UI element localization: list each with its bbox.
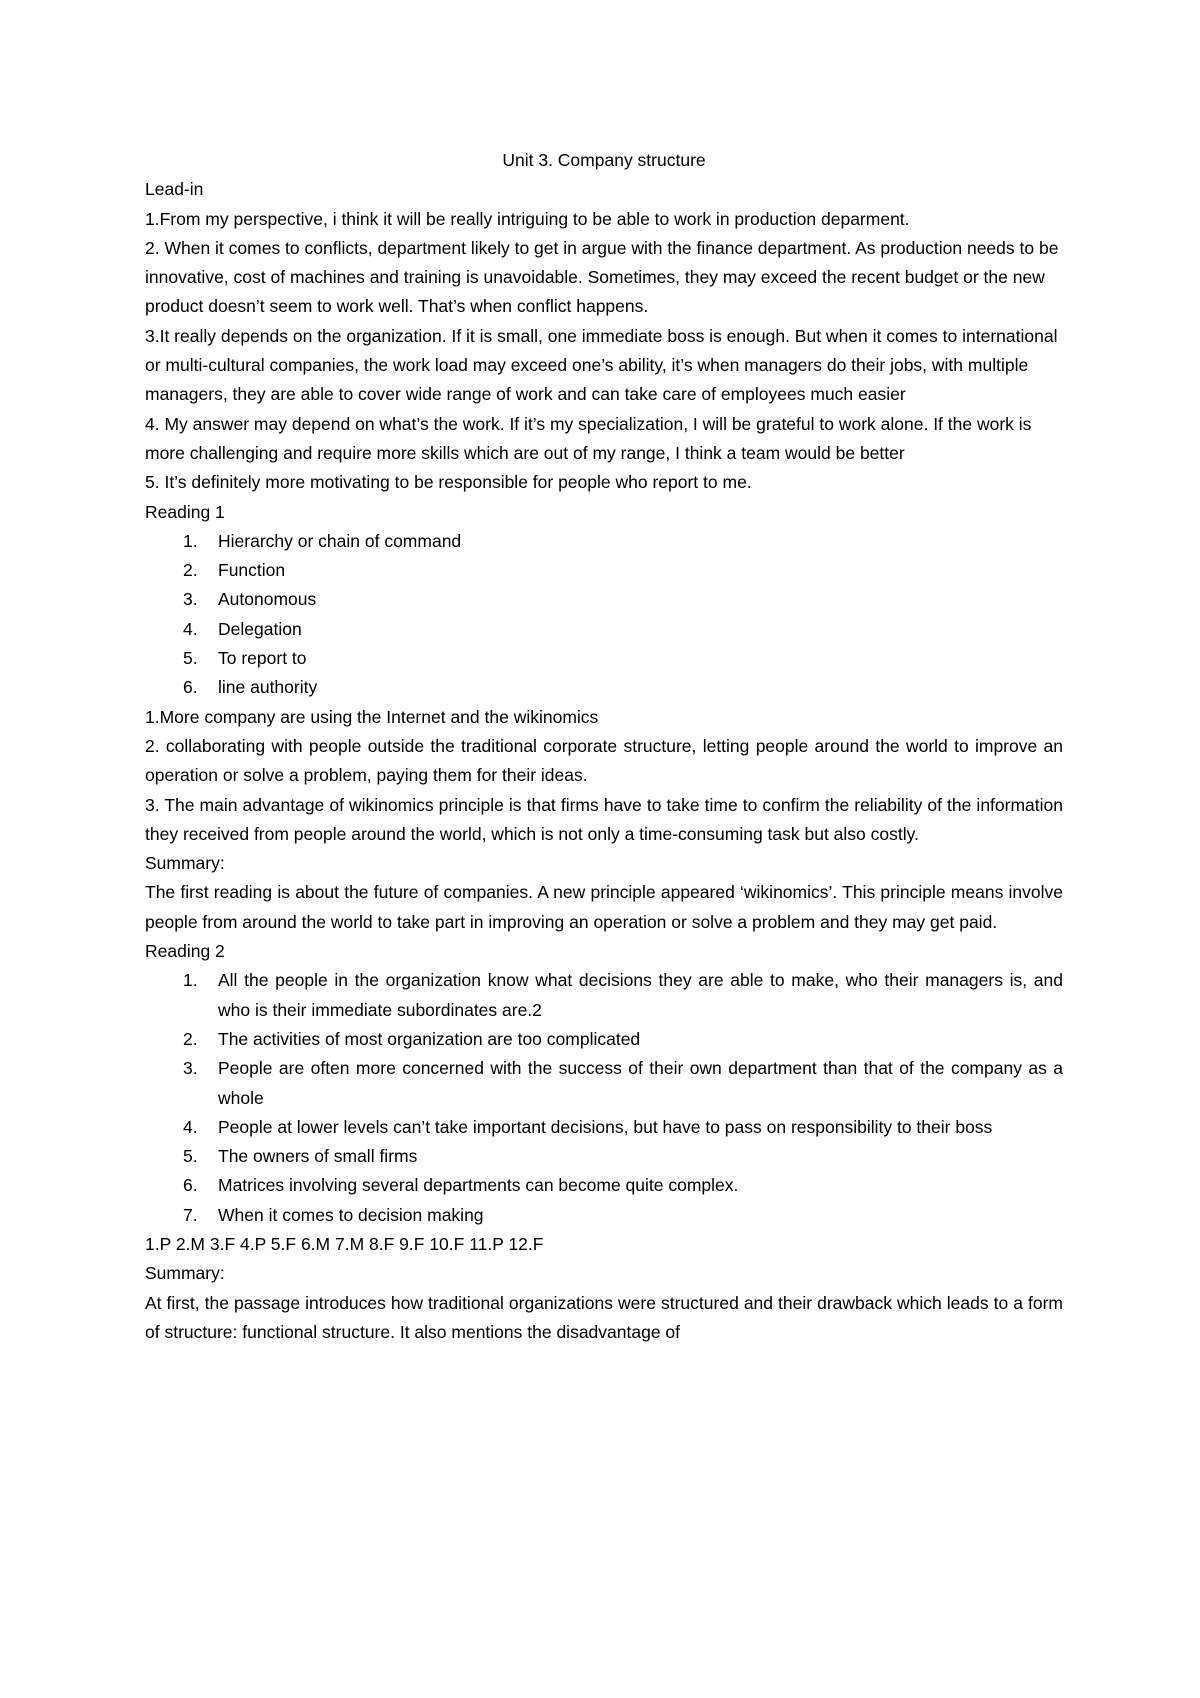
list-number: 2. bbox=[183, 1028, 198, 1049]
leadin-answer-4: 4. My answer may depend on what’s the work. If it’s my specialization, I will be grateful to work alone. If the work is more challenging and require more skills which are out of my range, I think a team would be better bbox=[145, 413, 1032, 463]
list-item bbox=[145, 556, 1063, 585]
list-number: 3. bbox=[183, 589, 198, 610]
list-item bbox=[145, 585, 1063, 614]
list-number: 4. bbox=[183, 1116, 198, 1137]
list-number: 5. bbox=[183, 1146, 198, 1167]
list-number: 6. bbox=[183, 677, 198, 698]
list-item bbox=[145, 1171, 1063, 1200]
list-text: Delegation bbox=[218, 618, 302, 639]
reading1-answer-2: 2. collaborating with people outside the traditional corporate structure, letting people around the world to improve an operation or solve a problem, paying them for their ideas. bbox=[145, 735, 1063, 786]
reading2-heading: Reading 2 bbox=[145, 941, 225, 962]
reading2-answer-key: 1.P 2.M 3.F 4.P 5.F 6.M 7.M 8.F 9.F 10.F 11.P 12.F bbox=[145, 1233, 544, 1254]
reading2-summary-heading: Summary: bbox=[145, 1263, 225, 1284]
list-text: Autonomous bbox=[218, 589, 317, 610]
reading2-answer-list bbox=[145, 966, 1063, 1230]
list-item bbox=[145, 615, 1063, 644]
list-text: The activities of most organization are too complicated bbox=[218, 1028, 641, 1049]
leadin-answer-1: 1.From my perspective, i think it will be really intriguing to be able to work in production deparment. bbox=[145, 208, 910, 229]
list-number: 5. bbox=[183, 648, 198, 669]
leadin-answer-2: 2. When it comes to conflicts, department likely to get in argue with the finance department. As production needs to be innovative, cost of machines and training is unavoidable. Sometimes, they may exceed the recent budget or the new product doesn’t seem to work well. That’s when conflict happens. bbox=[145, 237, 1059, 317]
list-number: 1. bbox=[183, 530, 198, 551]
reading1-heading: Reading 1 bbox=[145, 501, 225, 522]
list-text: line authority bbox=[218, 677, 318, 698]
list-number: 2. bbox=[183, 560, 198, 581]
reading2-summary-text: At first, the passage introduces how traditional organizations were structured and their drawback which leads to a form of structure: functional structure. It also mentions the disadvantage of bbox=[145, 1292, 1063, 1342]
list-number: 6. bbox=[183, 1175, 198, 1196]
list-item bbox=[145, 1201, 1063, 1230]
reading1-summary-text: The first reading is about the future of companies. A new principle appeared ‘wikinomics’. This principle means involve people from around the world to take part in improving an operation or solve a problem and they may get paid. bbox=[145, 882, 1063, 932]
leadin-answer-3: 3.It really depends on the organization. If it is small, one immediate boss is enough. But when it comes to international or multi-cultural companies, the work load may exceed one’s ability, it’s when managers do their jobs, with multiple managers, they are able to cover wide range of work and can take care of employees much easier bbox=[145, 325, 1058, 405]
list-item bbox=[145, 1025, 1063, 1054]
reading1-answer-3: 3. The main advantage of wikinomics principle is that firms have to take time to confirm the reliability of the information they received from people around the world, which is not only a time-consuming task but also costly. bbox=[145, 794, 1063, 844]
list-item bbox=[145, 1113, 1063, 1142]
list-text: Hierarchy or chain of command bbox=[218, 530, 462, 551]
list-number: 4. bbox=[183, 618, 198, 639]
list-item bbox=[145, 673, 1063, 702]
list-text: All the people in the organization know what decisions they are able to make, who their managers is, and who is their immediate subordinates are.2 bbox=[218, 970, 1063, 1020]
list-text: People are often more concerned with the success of their own department than that of the company as a whole bbox=[218, 1058, 1063, 1108]
page-title: Unit 3. Company structure bbox=[502, 150, 706, 170]
list-item bbox=[145, 1054, 1063, 1113]
reading1-summary-heading: Summary: bbox=[145, 853, 225, 874]
list-number: 3. bbox=[183, 1058, 198, 1079]
list-item bbox=[145, 527, 1063, 556]
list-number: 7. bbox=[183, 1204, 198, 1225]
list-item bbox=[145, 1142, 1063, 1171]
list-number: 1. bbox=[183, 970, 198, 991]
list-text: To report to bbox=[218, 648, 307, 669]
list-text: Matrices involving several departments can become quite complex. bbox=[218, 1175, 739, 1196]
leadin-answer-5: 5. It’s definitely more motivating to be responsible for people who report to me. bbox=[145, 472, 752, 493]
list-item bbox=[145, 966, 1063, 1025]
list-text: The owners of small firms bbox=[218, 1146, 418, 1167]
document-body bbox=[145, 146, 1063, 1347]
list-text: Function bbox=[218, 560, 286, 581]
reading1-vocab-list bbox=[145, 527, 1063, 703]
list-item bbox=[145, 644, 1063, 673]
leadin-heading: Lead-in bbox=[145, 179, 204, 200]
list-text: When it comes to decision making bbox=[218, 1204, 484, 1225]
list-text: People at lower levels can’t take important decisions, but have to pass on responsibility to their boss bbox=[218, 1116, 993, 1137]
reading1-answer-1: 1.More company are using the Internet and the wikinomics bbox=[145, 706, 599, 727]
